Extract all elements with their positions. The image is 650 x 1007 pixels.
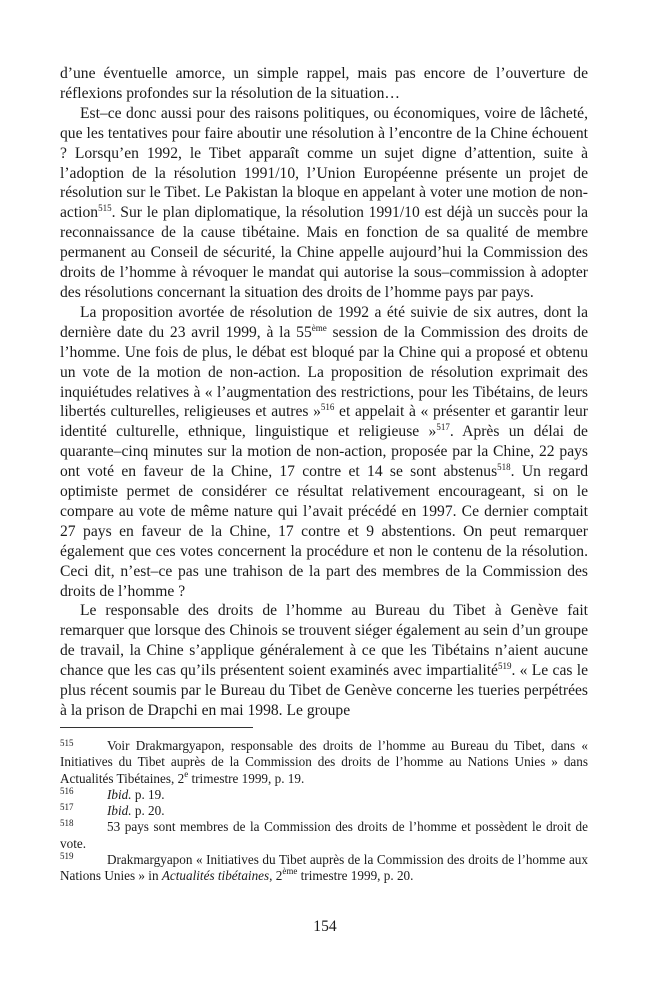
paragraph-text: d’une éventuelle amorce, un simple rappel, mais pas encore de l’ouverture de réflexions profondes sur la résolution de la situation…: [60, 65, 588, 102]
footnote-text-part: p. 20.: [131, 803, 165, 819]
ordinal-superscript: ème: [282, 866, 298, 877]
paragraph-3: [60, 303, 588, 602]
footnotes: [60, 738, 588, 885]
paragraph-text: et appelait à « présenter et garantir leur identité culturelle, ethnique, linguistique et religieuse »: [60, 403, 588, 441]
footnote-text: [60, 803, 588, 819]
footnote-text: [60, 738, 588, 787]
paragraph-text: . Un regard optimiste permet de considérer ce résultat relativement encourageant, si on le compare au vote de même nature qui l’avait précédé en 1997. Ce dernier comptait 27 pays en faveur de la Chine, 17 contre et 9 abstentions. On peut remarquer également que ces votes concernent la procédure et non le contenu de la résolution. Ceci dit, n’est–ce pas une trahison de la part des membres de la Commission des droits de l’homme ?: [60, 463, 589, 600]
ibid-italic: Ibid.: [107, 786, 132, 802]
ordinal-superscript: e: [184, 768, 189, 779]
paragraph-2: [60, 104, 588, 303]
footnote-519: [60, 852, 588, 885]
paragraph-1: [60, 64, 588, 104]
footnote-ref-517[interactable]: 517: [436, 422, 450, 433]
footnote-ref-515[interactable]: 515: [98, 203, 112, 214]
footnote-515: [60, 738, 588, 787]
footnote-text: [60, 787, 588, 803]
paragraph-text: . « Le cas le plus récent soumis par le Bureau du Tibet de Genève concerne les tueries perpétrées à la prison de Drapchi en mai 1998. Le groupe: [60, 662, 588, 719]
footnote-text-part: trimestre 1999, p. 19.: [188, 770, 305, 786]
footnote-518: [60, 819, 588, 852]
paragraph-text: session de la Commission des droits de l’homme. Une fois de plus, le débat est bloqué par la Chine qui a proposé et obtenu un vote de la motion de non-action. La proposition de résolution exprimait des inquiétudes relatives à « l’augmentation des restrictions, pour les Tibétains, de leurs libertés culturelles, religieuses et autres »: [60, 323, 588, 421]
journal-title-italic: Actualités tibétaines: [161, 868, 270, 884]
paragraph-text: . Après un délai de quarante–cinq minutes sur la motion de non-action, proposée par la Chine, 22 pays ont voté en faveur de la Chine, 17 contre et 14 se sont abstenus: [60, 423, 588, 481]
paragraph-text: Le responsable des droits de l’homme au Bureau du Tibet à Genève fait remarquer que lorsque des Chinois se trouvent siéger également au sein d’un groupe de travail, la Chine s’applique généralement à ce que les Tibétains n’aient aucune chance que les cas qu’ils présentent soient examinés avec impartialité: [60, 602, 588, 680]
paragraph-text: Est–ce donc aussi pour des raisons politiques, ou économiques, voire de lâcheté, que les tentatives pour faire aboutir une résolution à l’encontre de la Chine échouent ? Lorsqu’en 1992, le Tibet apparaît comme un sujet digne d’attention, suite à l’adoption de la résolution 1991/10, l’Union Européenne présente un projet de résolution sur le Tibet. Le Pakistan la bloque en appelant à voter une motion de non-action: [60, 104, 588, 222]
page-body: [60, 64, 588, 721]
footnote-number: 516: [60, 785, 74, 796]
footnote-number: 518: [60, 818, 74, 829]
footnote-text-part: p. 19.: [131, 786, 165, 802]
footnote-number: 517: [60, 802, 74, 813]
footnote-516: [60, 787, 588, 803]
ibid-italic: Ibid.: [107, 803, 132, 819]
footnote-text-part: Voir Drakmargyapon, responsable des droits de l’homme au Bureau du Tibet, dans « Initiatives du Tibet auprès de la Commission des droits de l’homme au Nations Unies » dans Actualités Tibétaines, 2: [60, 738, 588, 786]
footnote-text: 53 pays sont membres de la Commission des droits de l’homme et possèdent le droit de vote.: [60, 819, 588, 851]
footnote-ref-516[interactable]: 516: [320, 402, 335, 413]
footnote-text-part: Drakmargyapon « Initiatives du Tibet auprès de la Commission des droits de l’homme aux Nations Unies » in: [60, 852, 588, 884]
footnote-separator: [60, 727, 253, 728]
footnote-517: [60, 803, 588, 819]
footnote-text: [60, 852, 588, 885]
footnote-number: 519: [60, 851, 74, 862]
footnote-text-part: , 2: [269, 868, 283, 884]
footnote-text-part: trimestre 1999, p. 20.: [297, 868, 414, 884]
paragraph-text: . Sur le plan diplomatique, la résolution 1991/10 est déjà un succès pour la reconnaissance de la cause tibétaine. Mais en fonction de sa qualité de membre permanent au Conseil de sécurité, la Chine appelle aujourd’hui la Commission des droits de l’homme à révoquer le mandat qui autorise la sous–commission à adopter des résolutions concernant la situation des droits de l’homme pays par pays.: [60, 204, 588, 301]
paragraph-text: La proposition avortée de résolution de 1992 a été suivie de six autres, dont la dernière date du 23 avril 1999, à la 55: [60, 303, 588, 341]
page-number: 154: [313, 918, 337, 935]
footnote-number: 515: [60, 738, 74, 748]
footnote-ref-518[interactable]: 518: [497, 462, 511, 473]
main-text: [60, 64, 588, 721]
ordinal-superscript: ème: [311, 322, 327, 333]
paragraph-4: [60, 601, 588, 720]
footnote-ref-519[interactable]: 519: [497, 661, 512, 672]
